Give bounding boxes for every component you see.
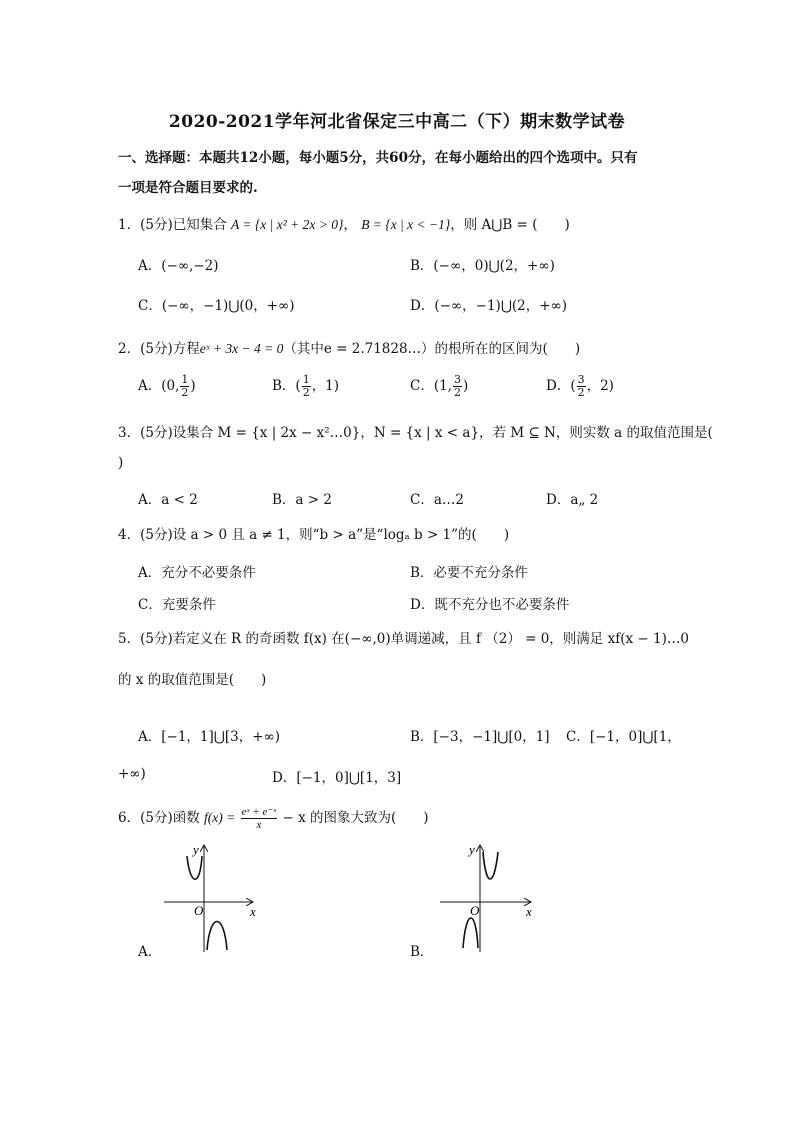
question-3-stem: 3．(5分)设集合 M = {x | 2x − x²…0}，N = {x | x < a}，若 M ⊆ N，则实数 a 的取值范围是( <box>118 425 713 441</box>
q2-fraction-three-halves <box>453 374 462 399</box>
frac-den: 2 <box>577 386 585 399</box>
q3-option-c[interactable]: C．a…2 <box>410 492 464 508</box>
q2-option-a[interactable] <box>138 374 196 399</box>
origin-label: O <box>470 903 480 918</box>
question-6-stem <box>118 806 429 831</box>
q4-option-c[interactable]: C．充要条件 <box>138 597 216 613</box>
q2-option-d-tail: ，2) <box>586 378 614 394</box>
q6-option-b-label[interactable]: B． <box>410 944 434 960</box>
q4-option-b[interactable]: B．必要不充分条件 <box>410 565 528 581</box>
question-3-cont: ) <box>118 455 124 471</box>
q4-option-a[interactable]: A．充分不必要条件 <box>138 565 256 581</box>
question-5-stem: 5．(5分)若定义在 R 的奇函数 f(x) 在(−∞,0)单调递减，且 f （2） = 0，则满足 xf(x − 1)…0 <box>118 631 689 647</box>
q2-note: （其中e = 2.71828…）的根所在的区间为( ) <box>283 341 581 357</box>
frac-den: 2 <box>302 386 310 399</box>
frac-den: 2 <box>181 386 189 399</box>
question-5-cont: 的 x 的取值范围是( ) <box>118 672 267 688</box>
origin-label: O <box>194 903 204 918</box>
q5-option-d[interactable]: D．[−1，0]⋃[1，3] <box>272 770 402 786</box>
q1-ask: ，则 A⋃B = ( ) <box>450 217 570 233</box>
q2-option-c-label: C．(1, <box>410 378 452 394</box>
frac-num: 1 <box>181 373 189 386</box>
frac-num: 3 <box>453 373 461 386</box>
q2-fraction-half <box>302 374 311 399</box>
q2-option-a-close: ) <box>190 378 196 394</box>
section-heading-line1: 一、选择题：本题共12小题，每小题5分，共60分，在每小题给出的四个选项中。只有 <box>118 150 638 166</box>
q2-prefix: 2．(5分)方程 <box>118 341 200 357</box>
page-title: 2020-2021学年河北省保定三中高二（下）期末数学试卷 <box>168 112 626 132</box>
q6-graph-a[interactable] <box>160 842 270 954</box>
frac-den: x <box>256 819 262 831</box>
q2-option-b-tail: ，1) <box>311 378 340 394</box>
q2-option-c-close: ) <box>462 378 469 394</box>
q6-fraction <box>241 806 278 831</box>
q6-graph-b[interactable] <box>436 842 546 954</box>
q2-option-b[interactable] <box>272 374 339 399</box>
q1-option-b[interactable]: B．(−∞，0)⋃(2，+∞) <box>410 258 555 274</box>
q6-fx: f(x) = <box>204 810 236 825</box>
q3-option-d[interactable]: D．a„ 2 <box>546 492 599 508</box>
y-axis-label: y <box>193 842 199 857</box>
q2-fraction-half <box>180 374 189 399</box>
question-4-stem: 4．(5分)设 a > 0 且 a ≠ 1，则“b > a”是“logₐ b > 1”的( ) <box>118 527 510 543</box>
y-axis-label: y <box>469 842 475 857</box>
curve-left-branch <box>187 856 202 879</box>
q6-option-a-label[interactable]: A． <box>138 944 162 960</box>
q6-prefix: 6．(5分)函数 <box>118 810 200 826</box>
q4-option-d[interactable]: D．既不充分也不必要条件 <box>410 597 570 613</box>
q2-fraction-three-halves <box>577 374 586 399</box>
x-axis-label: x <box>526 904 532 919</box>
q1-option-a[interactable]: A．(−∞,−2) <box>138 258 219 274</box>
question-1-stem: 1．(5分)已知集合 A = {x | x² + 2x > 0}， B = {x | x < −1}，则 A⋃B = ( ) <box>118 217 570 233</box>
q2-option-d[interactable] <box>546 374 614 399</box>
frac-num: 3 <box>577 373 585 386</box>
q3-option-b[interactable]: B．a > 2 <box>272 492 332 508</box>
q2-equation: eˣ + 3x − 4 = 0 <box>199 341 284 356</box>
q5-option-c-cont: +∞) <box>118 766 146 782</box>
q1-set-a: A = {x | x² + 2x > 0} <box>231 217 344 232</box>
q2-option-d-label: D．( <box>546 378 576 394</box>
q5-option-c[interactable]: C．[−1，0]⋃[1， <box>566 729 681 745</box>
curve-left-branch <box>463 918 478 948</box>
q3-option-a[interactable]: A．a < 2 <box>138 492 198 508</box>
q2-option-c[interactable] <box>410 374 468 399</box>
question-2-stem <box>118 337 580 357</box>
section-heading-line2: 一项是符合题目要求的. <box>118 180 258 196</box>
q1-option-d[interactable]: D．(−∞，−1)⋃(2，+∞) <box>410 298 568 314</box>
q1-prefix: 1．(5分)已知集合 <box>118 217 227 233</box>
q2-option-b-label: B．( <box>272 378 301 394</box>
frac-den: 2 <box>453 386 461 399</box>
curve-right-branch <box>483 852 498 879</box>
q1-set-b: B = {x | x < −1} <box>361 217 451 232</box>
q1-option-c[interactable]: C．(−∞，−1)⋃(0，+∞) <box>138 298 295 314</box>
x-axis-label: x <box>250 904 256 919</box>
frac-num: 1 <box>302 373 310 386</box>
q5-option-b[interactable]: B．[−3，−1]⋃[0，1] <box>410 729 550 745</box>
q5-option-a[interactable]: A．[−1，1]⋃[3，+∞) <box>138 729 281 745</box>
q6-tail: − x 的图象大致为( ) <box>282 810 429 826</box>
frac-num: eˣ + e⁻ˣ <box>241 806 277 818</box>
curve-right-branch <box>207 922 227 951</box>
q2-option-a-label: A．(0, <box>138 378 180 394</box>
